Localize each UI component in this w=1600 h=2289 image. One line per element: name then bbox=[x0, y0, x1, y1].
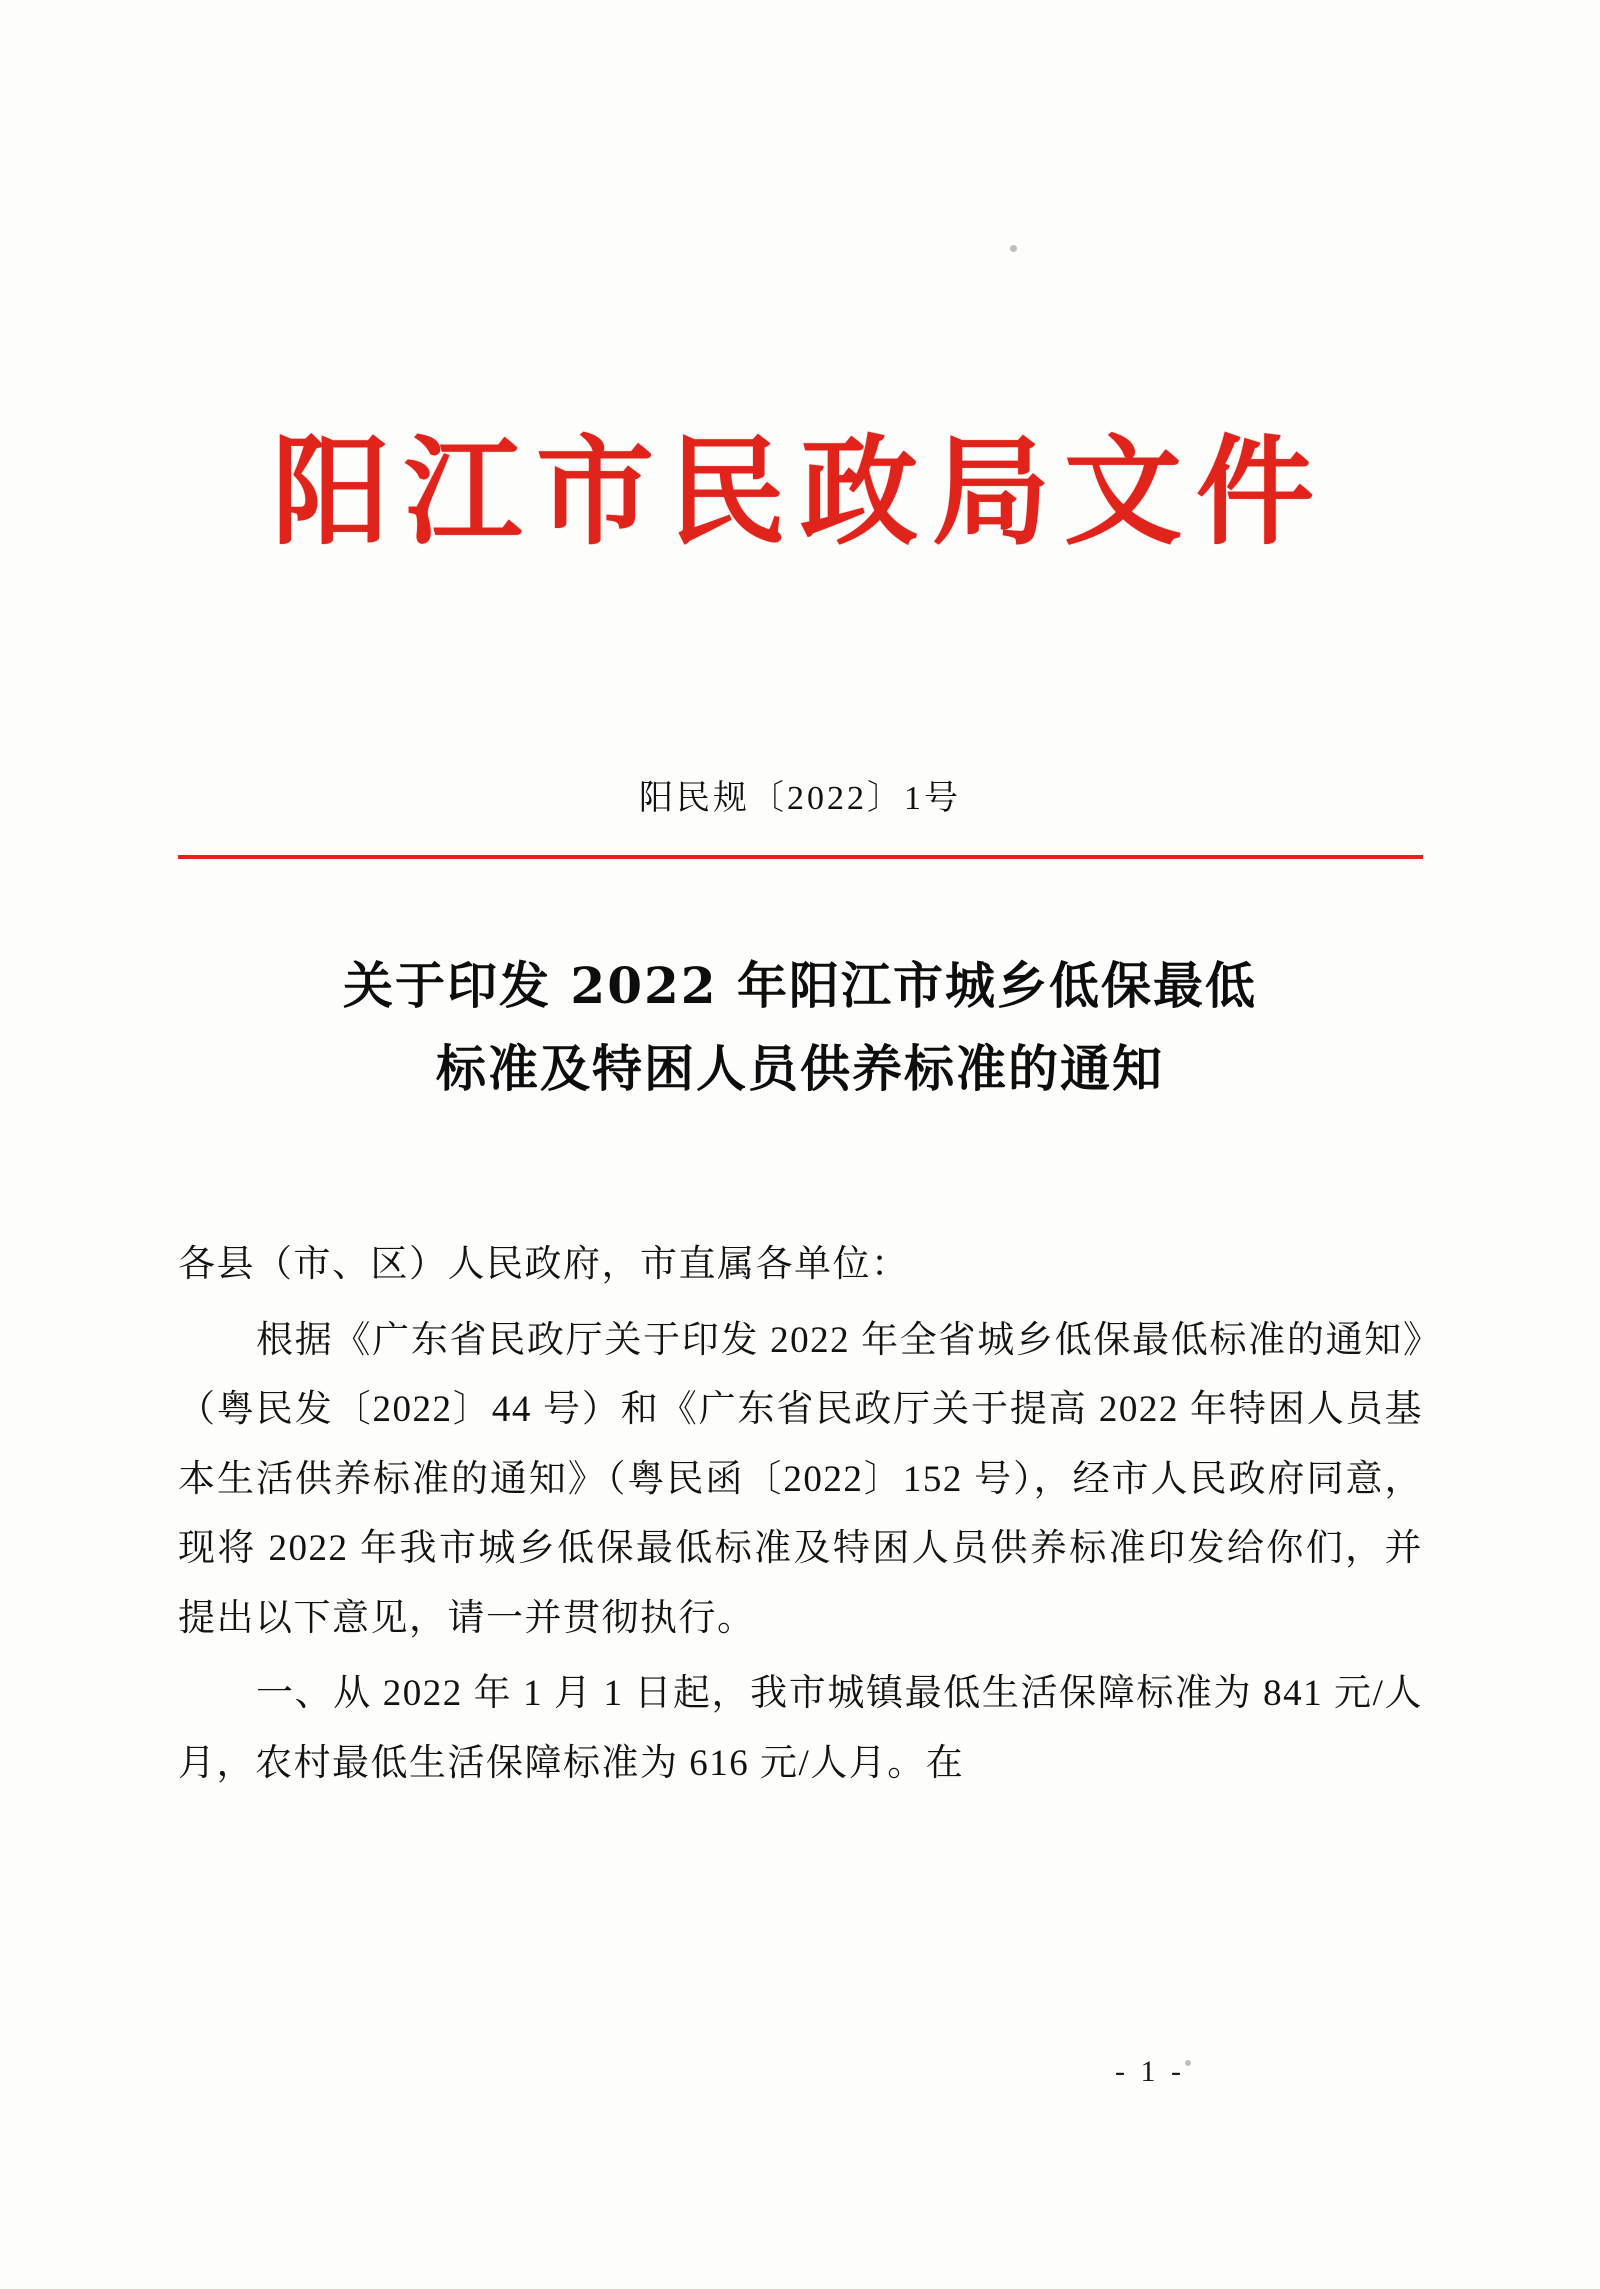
scan-speck bbox=[1010, 245, 1017, 252]
document-title-line-1: 关于印发 2022 年阳江市城乡低保最低 bbox=[343, 956, 1257, 1015]
red-divider-rule bbox=[178, 855, 1423, 859]
document-title-line-2: 标准及特困人员供养标准的通知 bbox=[436, 1038, 1164, 1098]
document-header bbox=[0, 422, 1600, 561]
issuing-authority-title: 阳江市民政局文件 bbox=[271, 422, 1328, 561]
document-number: 阳民规〔2022〕1号 bbox=[639, 780, 961, 817]
body-paragraph-2: 一、从 2022 年 1 月 1 日起，我市城镇最低生活保障标准为 841 元/人月，农村最低生活保障标准为 616 元/人月。在 bbox=[178, 1673, 1423, 1784]
document-body bbox=[178, 1230, 1423, 1804]
body-paragraph-1: 根据《广东省民政厅关于印发 2022 年全省城乡低保最低标准的通知》（粤民发〔2022〕44 号）和《广东省民政厅关于提高 2022 年特困人员基本生活供养标准的通知》（粤民函〔2022〕152 号），经市人民政府同意，现将 2022 年我市城乡低保最低标准及特困人员供养标准印发给你们，并提出以下意见，请一并贯彻执行。 bbox=[178, 1319, 1423, 1639]
page-footer bbox=[0, 2055, 1600, 2089]
salutation: 各县（市、区）人民政府，市直属各单位： bbox=[178, 1244, 910, 1285]
document-title bbox=[230, 945, 1370, 1110]
page-number-label: - 1 - bbox=[1115, 2055, 1185, 2088]
